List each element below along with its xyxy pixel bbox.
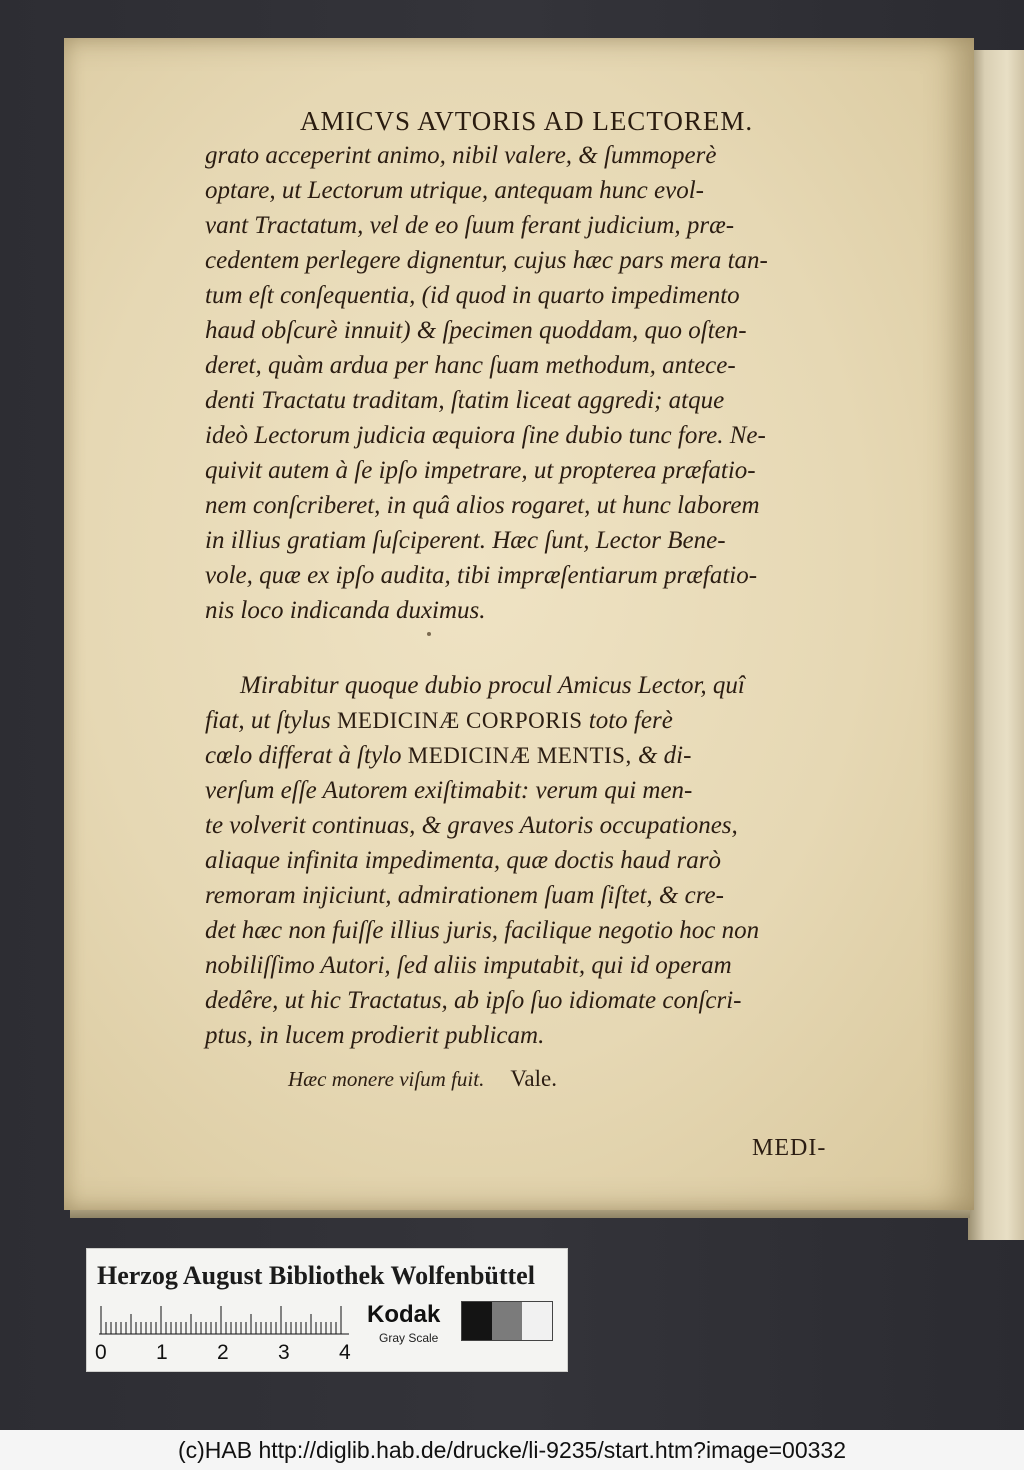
ruler-number: 2 — [217, 1341, 229, 1364]
text-line: optare, ut Lectorum utrique, antequam hunc evol- — [205, 177, 704, 204]
text-line: deret, quàm ardua per hanc ſuam methodum, antece- — [205, 352, 736, 379]
text-line: dedêre, ut hic Tractatus, ab ipſo ſuo idiomate conſcri- — [205, 987, 742, 1014]
text-line: haud obſcurè innuit) & ſpecimen quoddam, quo oſten- — [205, 317, 747, 344]
ruler-number: 3 — [278, 1341, 290, 1364]
text-line: verſum eſſe Autorem exiſtimabit: verum qui men- — [205, 777, 693, 804]
text-line: Mirabitur quoque dubio procul Amicus Lector, quî — [240, 672, 745, 699]
closing-line — [288, 1066, 557, 1092]
text-line: ptus, in lucem prodierit publicam. — [205, 1022, 545, 1049]
text-line: tum eſt conſequentia, (id quod in quarto impedimento — [205, 282, 740, 309]
text-line: grato acceperint animo, nibil valere, & ſummoperè — [205, 142, 717, 169]
text-line: vole, quæ ex ipſo audita, tibi impræſentiarum præfatio- — [205, 562, 758, 589]
text-line: remoram injiciunt, admirationem ſuam ſiſtet, & cre- — [205, 882, 724, 909]
gray-swatches — [461, 1301, 553, 1341]
ruler-number: 0 — [95, 1341, 107, 1364]
copyright-footer: (c)HAB http://diglib.hab.de/drucke/li-9235/start.htm?image=00332 — [0, 1430, 1024, 1470]
gray-swatch — [462, 1302, 492, 1340]
small-caps-title: MEDICINÆ CORPORIS — [336, 708, 583, 733]
text-line: cœlo differat à ſtylo MEDICINÆ MENTIS, & di- — [205, 742, 692, 769]
facing-page-edge — [968, 50, 1024, 1240]
text-line: ideò Lectorum judicia æquiora ſine dubio tunc fore. Ne- — [205, 422, 766, 449]
closing-text: Hæc monere viſum fuit. — [288, 1067, 485, 1091]
text-line: aliaque infinita impedimenta, quæ doctis haud rarò — [205, 847, 721, 874]
gray-swatch — [522, 1302, 552, 1340]
library-name: Herzog August Bibliothek Wolfenbüttel — [97, 1261, 535, 1290]
ruler-number: 1 — [156, 1341, 168, 1364]
body-text — [205, 138, 850, 1053]
text-line: det hæc non fuiſſe illius juris, facilique negotio hoc non — [205, 917, 760, 944]
gray-swatch — [492, 1302, 522, 1340]
text-line: denti Tractatu traditam, ſtatim liceat aggredi; atque — [205, 387, 725, 414]
text-line: te volverit continuas, & graves Autoris occupationes, — [205, 812, 738, 839]
library-color-strip — [86, 1248, 568, 1372]
small-caps-title: MEDICINÆ MENTIS, — [407, 743, 632, 768]
gray-scale-label: Gray Scale — [379, 1331, 439, 1345]
kodak-logo: Kodak — [367, 1301, 441, 1328]
ruler-number: 4 — [339, 1341, 351, 1364]
ruler-scale — [99, 1305, 349, 1335]
paragraph-2 — [205, 773, 850, 1053]
text-line: in illius gratiam ſuſciperent. Hæc ſunt, Lector Bene- — [205, 527, 726, 554]
text-line: nis loco indicanda duximus. — [205, 597, 486, 624]
paragraph-1 — [205, 138, 850, 628]
text-line: fiat, ut ſtylus MEDICINÆ CORPORIS toto ferè — [205, 707, 673, 734]
ink-speck — [427, 632, 431, 636]
vale-text: Vale. — [510, 1066, 557, 1091]
text-line: nobiliſſimo Autori, ſed aliis imputabit, qui id operam — [205, 952, 732, 979]
text-line: nem conſcriberet, in quâ alios rogaret, ut hunc laborem — [205, 492, 760, 519]
text-line: cedentem perlegere dignentur, cujus hæc pars mera tan- — [205, 247, 768, 274]
text-line: vant Tractatum, vel de eo ſuum ferant judicium, præ- — [205, 212, 735, 239]
running-head: AMICVS AVTORIS AD LECTOREM. — [300, 106, 754, 136]
text-line: quivit autem à ſe ipſo impetrare, ut propterea præfatio- — [205, 457, 756, 484]
catchword: MEDI- — [752, 1135, 827, 1161]
ruler-numbers — [95, 1341, 355, 1365]
